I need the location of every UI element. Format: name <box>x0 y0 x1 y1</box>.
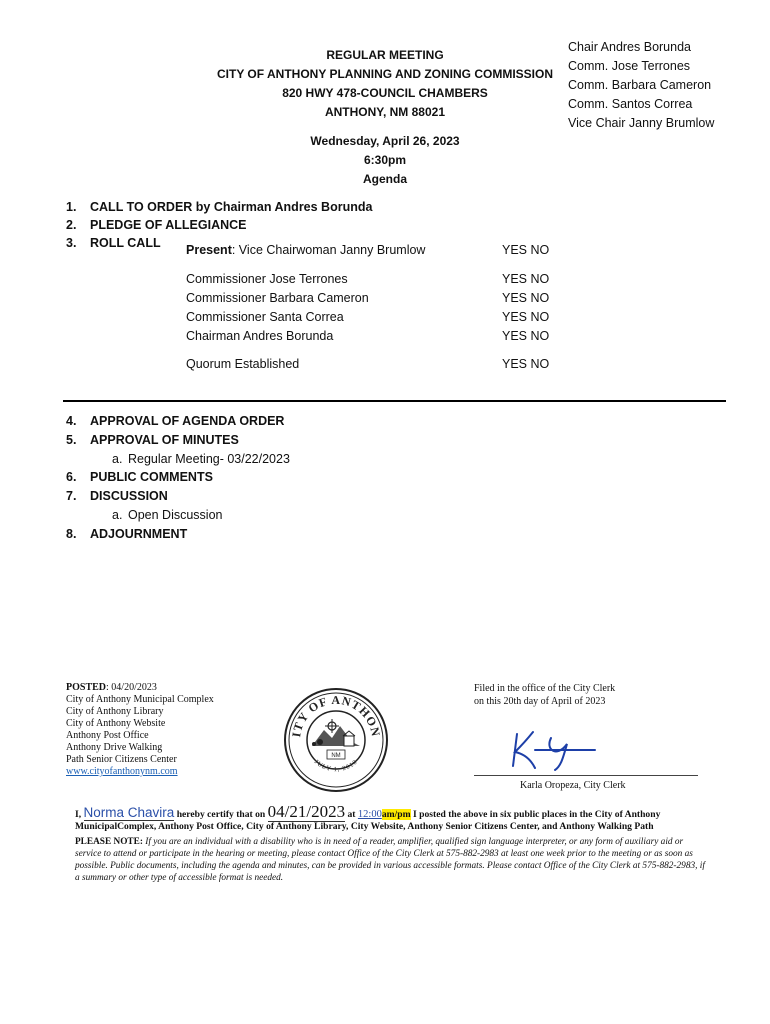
note-label: PLEASE NOTE: <box>75 837 143 847</box>
filed-line-2: on this 20th day of April of 2023 <box>474 696 606 707</box>
commission-members <box>568 38 714 133</box>
header-line-2: CITY OF ANTHONY PLANNING AND ZONING COMMISSION <box>216 67 553 81</box>
meeting-date: Wednesday, April 26, 2023 <box>310 134 460 148</box>
agenda-subitem-7a: a. Open Discussion <box>112 508 223 522</box>
accessibility-note <box>75 836 705 884</box>
roll-call-row-1: Commissioner Jose Terrones <box>186 272 348 286</box>
section-divider <box>63 400 726 402</box>
member-3: Comm. Santos Correa <box>568 97 693 111</box>
seal-top-text: ITY OF ANTHON <box>289 692 384 739</box>
svg-text:JULY 1, 2010 <box>313 758 359 773</box>
agenda-item-3: 3. ROLL CALL <box>66 236 161 250</box>
meeting-time: 6:30pm <box>363 153 407 167</box>
clerk-name: Karla Oropeza, City Clerk <box>520 780 626 791</box>
member-2: Comm. Barbara Cameron <box>568 78 712 92</box>
signature-line <box>474 775 698 776</box>
posted-location: City of Anthony Website <box>66 718 166 729</box>
filed-line-1: Filed in the office of the City Clerk <box>474 683 616 694</box>
roll-call-vote-3: YES NO <box>502 310 550 324</box>
agenda-subitem-5a: a. Regular Meeting- 03/22/2023 <box>112 452 290 466</box>
member-0: Chair Andres Borunda <box>568 40 691 54</box>
seal-center-text: NM <box>331 753 341 759</box>
clerk-signature <box>505 728 600 778</box>
roll-call-row-4: Chairman Andres Borunda <box>186 329 334 343</box>
agenda-item-6: 6. PUBLIC COMMENTS <box>66 470 213 484</box>
roll-call-row-2: Commissioner Barbara Cameron <box>186 291 369 305</box>
member-1: Comm. Jose Terrones <box>568 59 691 73</box>
agenda-item-1: 1. CALL TO ORDER by Chairman Andres Borunda <box>66 200 373 214</box>
roll-call-row-3: Commissioner Santa Correa <box>186 310 344 324</box>
meeting-date-block <box>260 132 510 189</box>
posted-locations <box>66 682 214 778</box>
city-seal-graphic <box>282 686 390 794</box>
seal-landscape-icon <box>312 719 360 746</box>
header-line-3: 820 HWY 478-COUNCIL CHAMBERS <box>282 86 488 100</box>
certifier-name: Norma Chavira <box>83 805 175 820</box>
header-line-4: ANTHONY, NM 88021 <box>324 105 446 119</box>
city-seal <box>282 686 390 794</box>
certification-time: 12:00 <box>357 809 382 820</box>
quorum-row: Quorum Established <box>186 357 300 371</box>
posted-label: POSTED <box>66 682 107 693</box>
roll-call-vote-4: YES NO <box>502 329 550 343</box>
quorum-vote: YES NO <box>502 357 550 371</box>
header-line-1: REGULAR MEETING <box>326 48 444 62</box>
posting-certification: I, Norma Chavira hereby certify that on 04/21/2023 at 12:00am/pm I posted the above in six public places in the City of Anthony MunicipalComplex, Anthony Post Office, City of Anthony Library, City Website, Anthony Senior Citizens Center, and Anthony Walking Path <box>75 802 661 832</box>
posted-location: Anthony Drive Walking <box>66 742 163 753</box>
note-text: If you are an individual with a disability who is in need of a reader, amplifier, qualified sign language interpreter, or any form of auxiliary aid or service to attend or participate in the hearing or meeting, please contact Office of the City Clerk at 575-882-2983 at least one week prior to the meeting or as soon as possible. Public documents, including the agenda and minutes, can be provided in various accessible formats. Please contact Office of the City Clerk at 575-882-2983, if a summary or other type of accessible format is needed. <box>75 837 705 883</box>
agenda-item-7: 7. DISCUSSION <box>66 489 168 503</box>
posted-location: Path Senior Citizens Center <box>66 754 177 765</box>
meeting-header <box>210 46 560 122</box>
filed-notice <box>474 682 615 708</box>
agenda-item-8: 8. ADJOURNMENT <box>66 527 188 541</box>
roll-call-vote-2: YES NO <box>502 291 550 305</box>
agenda-label: Agenda <box>362 172 407 186</box>
posted-location: City of Anthony Municipal Complex <box>66 694 214 705</box>
posted-location: City of Anthony Library <box>66 706 164 717</box>
roll-call-vote-0: YES NO <box>502 243 550 257</box>
agenda-item-4: 4. APPROVAL OF AGENDA ORDER <box>66 414 285 428</box>
posted-location: Anthony Post Office <box>66 730 149 741</box>
present-label: Present <box>186 243 232 257</box>
member-4: Vice Chair Janny Brumlow <box>568 116 715 130</box>
seal-bottom-text: JULY 1, 2010 <box>312 758 360 774</box>
roll-call-vote-1: YES NO <box>502 272 550 286</box>
roll-call-row-0: Present: Vice Chairwoman Janny Brumlow <box>186 243 426 257</box>
agenda-item-2: 2. PLEDGE OF ALLEGIANCE <box>66 218 247 232</box>
agenda-item-5: 5. APPROVAL OF MINUTES <box>66 433 239 447</box>
website-link[interactable]: www.cityofanthonynm.com <box>66 766 178 777</box>
posted-date: : 04/20/2023 <box>106 682 157 693</box>
certification-date: 04/21/2023 <box>267 802 346 821</box>
